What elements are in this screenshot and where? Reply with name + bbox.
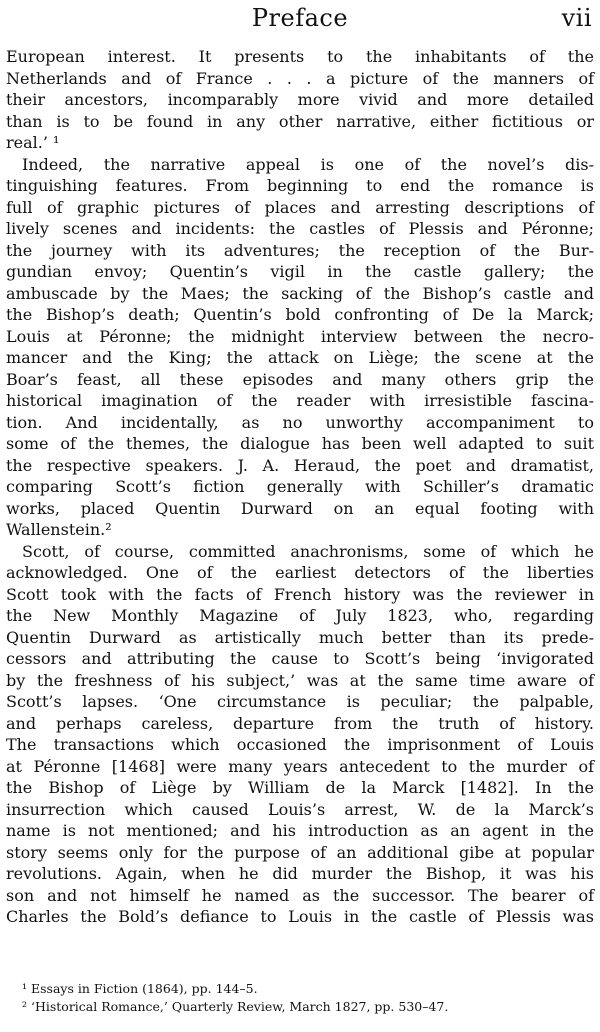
text-line: works, placed Quentin Durward on an equal footing with (6, 498, 594, 518)
text-line: European interest. It presents to the inhabitants of the (6, 47, 594, 66)
text-line: the journey with its adventures; the reception of the Bur- (6, 240, 594, 260)
text-line: ambuscade by the Maes; the sacking of the Bishop’s castle and (6, 283, 594, 303)
text-line: historical imagination of the reader with irresistible fascina- (6, 391, 594, 410)
text-line: than is to be found in any other narrative, either fictitious or (6, 111, 594, 131)
text-line: Indeed, the narrative appeal is one of the novel’s dis- (22, 154, 594, 174)
footnotes (22, 980, 594, 1016)
text-line: story seems only for the purpose of an additional gibe at popular (6, 842, 594, 862)
book-page (6, 0, 594, 1032)
text-line: insurrection which caused Louis’s arrest, W. de la Marck’s (6, 799, 594, 819)
text-line: acknowledged. One of the earliest detectors of the liberties (6, 563, 594, 582)
text-line: Scott, of course, committed anachronisms, some of which he (22, 541, 594, 561)
text-line: comparing Scott’s fiction generally with Schiller’s dramatic (6, 477, 594, 496)
page-header (6, 0, 594, 42)
body-text (6, 46, 594, 928)
text-line: real.’ ¹ (6, 133, 60, 152)
text-line: tinguishing features. From beginning to end the romance is (6, 176, 594, 195)
text-line: name is not mentioned; and his introduction as an agent in the (6, 821, 594, 840)
text-line: Boar’s feast, all these episodes and many others grip the (6, 369, 594, 389)
footnote-2: ² ‘Historical Romance,’ Quarterly Review, March 1827, pp. 530–47. (22, 999, 449, 1014)
text-line: the Bishop’s death; Quentin’s bold confronting of De la Marck; (6, 305, 594, 324)
page-number: vii (561, 4, 592, 32)
text-line: at Péronne [1468] were many years antecedent to the murder of (6, 756, 594, 776)
footnote-1: ¹ Essays in Fiction (1864), pp. 144–5. (22, 981, 258, 996)
text-line: Scott took with the facts of French history was the reviewer in (6, 584, 594, 604)
text-line: the Bishop of Liège by William de la Marck [1482]. In the (6, 778, 594, 797)
running-title: Preface (251, 4, 349, 32)
text-line: Charles the Bold’s defiance to Louis in the castle of Plessis was (6, 907, 594, 926)
text-line: lively scenes and incidents: the castles of Plessis and Péronne; (6, 219, 594, 238)
text-line: the New Monthly Magazine of July 1823, who, regarding (6, 606, 594, 625)
text-line: some of the themes, the dialogue has been well adapted to suit (6, 434, 594, 453)
text-line: Scott’s lapses. ‘One circumstance is peculiar; the palpable, (6, 692, 594, 711)
text-line: The transactions which occasioned the imprisonment of Louis (6, 735, 594, 754)
text-line: and perhaps careless, departure from the truth of history. (6, 713, 594, 733)
text-line: Netherlands and of France . . . a picture of the manners of (6, 68, 594, 88)
text-line: the respective speakers. J. A. Heraud, the poet and dramatist, (6, 455, 594, 475)
text-line: Louis at Péronne; the midnight interview between the necro- (6, 326, 594, 346)
text-line: tion. And incidentally, as no unworthy accompaniment to (6, 412, 594, 432)
text-line: Quentin Durward as artistically much better than its prede- (6, 627, 594, 647)
text-line: revolutions. Again, when he did murder the Bishop, it was his (6, 864, 594, 883)
text-line: full of graphic pictures of places and arresting descriptions of (6, 197, 594, 217)
text-line: by the freshness of his subject,’ was at the same time aware of (6, 670, 594, 690)
text-line: their ancestors, incomparably more vivid and more detailed (6, 90, 594, 109)
text-line: Wallenstein.² (6, 520, 112, 539)
text-line: mancer and the King; the attack on Liège; the scene at the (6, 348, 594, 367)
text-line: gundian envoy; Quentin’s vigil in the castle gallery; the (6, 262, 594, 281)
text-line: son and not himself he named as the successor. The bearer of (6, 885, 594, 905)
text-line: cessors and attributing the cause to Scott’s being ‘invigorated (6, 649, 594, 668)
